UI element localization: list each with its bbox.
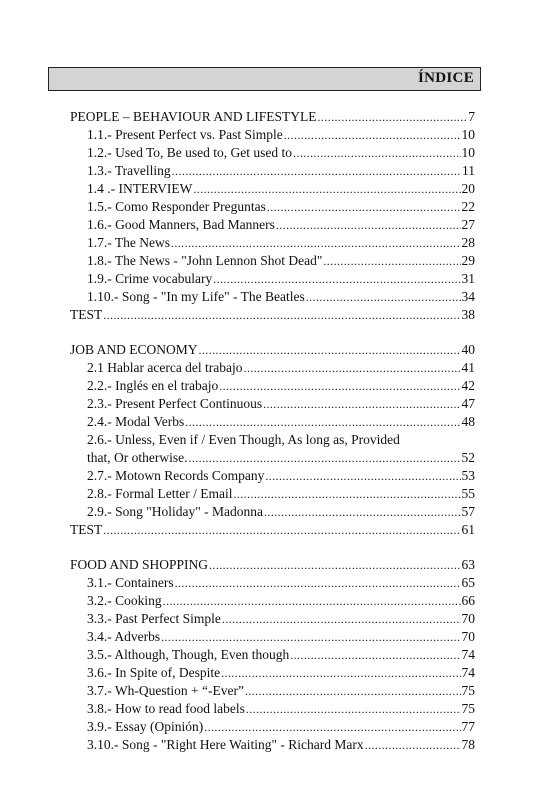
entry-label: 3.4.- Adverbs [87,629,161,644]
toc-section [70,341,475,539]
toc-entry[interactable] [70,503,475,521]
entry-label: FOOD AND SHOPPING [70,557,209,572]
entry-label: 1.3.- Travelling [87,163,171,178]
page-number: 40 [461,342,475,357]
dot-leader [264,503,460,521]
entry-label: JOB AND ECONOMY [70,342,198,357]
page-number: 66 [461,593,475,608]
entry-label: TEST [70,307,103,322]
entry-label: 1.1.- Present Perfect vs. Past Simple [87,127,283,142]
toc-entry[interactable] [70,467,475,485]
page-number: 53 [461,468,475,483]
page-number: 34 [461,289,475,304]
dot-leader [219,377,460,395]
dot-leader [161,628,460,646]
page-number: 75 [461,701,475,716]
page-number: 74 [461,665,475,680]
entry-label: 3.1.- Containers [87,575,174,590]
toc-entry[interactable] [70,664,475,682]
page-number: 61 [461,522,475,537]
dot-leader [199,341,461,359]
dot-leader [306,288,461,306]
page-number: 41 [461,360,475,375]
entry-label: 3.10.- Song - "Right Here Waiting" - Richard Marx [87,737,364,752]
entry-label: 1.7.- The News [87,235,170,250]
dot-leader [323,252,460,270]
dot-leader [188,449,460,467]
toc-entry[interactable] [70,377,475,395]
page-number: 74 [461,647,475,662]
page-number: 22 [461,199,475,214]
page-number: 63 [461,557,475,572]
entry-label: PEOPLE – BEHAVIOUR AND LIFESTYLE [70,109,317,124]
toc-entry[interactable] [70,485,475,503]
test-entry[interactable] [70,521,475,539]
entry-label: 2.6.- Unless, Even if / Even Though, As long as, Provided [87,432,400,447]
index-title: ÍNDICE [418,70,474,86]
dot-leader [245,682,461,700]
page-number: 70 [461,629,475,644]
dot-leader [103,521,460,539]
entry-label: 3.5.- Although, Though, Even though [87,647,290,662]
entry-label: 1.6.- Good Manners, Bad Manners [87,217,275,232]
toc-entry[interactable] [70,449,475,467]
entry-label: 2.8.- Formal Letter / Email [87,486,233,501]
page-number: 27 [461,217,475,232]
toc-entry[interactable] [70,682,475,700]
index-header [48,67,481,91]
entry-label: 1.4 .- INTERVIEW [87,181,193,196]
dot-leader [172,162,461,180]
toc-entry[interactable] [70,252,475,270]
page-number: 7 [468,109,475,124]
entry-label: 3.6.- In Spite of, Despite [87,665,221,680]
entry-label: 2.7.- Motown Records Company [87,468,265,483]
section-heading[interactable] [70,341,475,359]
dot-leader [293,144,460,162]
entry-label: that, Or otherwise. [87,450,188,465]
dot-leader [365,736,461,754]
dot-leader [318,108,468,126]
page-number: 11 [462,163,475,178]
toc-entry[interactable] [70,395,475,413]
toc-entry[interactable] [70,718,475,736]
toc-entry[interactable] [70,646,475,664]
toc-entry[interactable] [70,413,475,431]
toc-entry[interactable] [70,359,475,377]
toc-entry[interactable] [70,610,475,628]
toc-entry[interactable] [70,234,475,252]
toc-entry[interactable] [70,574,475,592]
entry-label: 1.5.- Como Responder Preguntas [87,199,266,214]
dot-leader [175,574,461,592]
dot-leader [263,395,460,413]
toc-entry[interactable] [70,700,475,718]
toc-entry[interactable] [70,126,475,144]
dot-leader [276,216,461,234]
dot-leader [284,126,461,144]
entry-label: 1.10.- Song - "In my Life" - The Beatles [87,289,305,304]
dot-leader [246,700,461,718]
toc-section [70,108,475,324]
dot-leader [163,592,461,610]
page-number: 75 [461,683,475,698]
entry-label: 2.1 Hablar acerca del trabajo [87,360,243,375]
dot-leader [265,467,460,485]
dot-leader [222,610,461,628]
toc-entry[interactable] [70,288,475,306]
entry-label: 2.4.- Modal Verbs [87,414,185,429]
toc-section [70,556,475,754]
entry-label: 3.2.- Cooking [87,593,162,608]
page-number: 28 [461,235,475,250]
page-number: 38 [461,307,475,322]
entry-label: TEST [70,522,103,537]
entry-label: 1.2.- Used To, Be used to, Get used to [87,145,293,160]
entry-label: 3.3.- Past Perfect Simple [87,611,221,626]
page-number: 20 [461,181,475,196]
dot-leader [185,413,460,431]
toc-entry[interactable] [70,180,475,198]
toc-entry[interactable] [70,736,475,754]
dot-leader [213,270,460,288]
page-number: 55 [461,486,475,501]
page-number: 78 [461,737,475,752]
dot-leader [290,646,460,664]
entry-label: 2.2.- Inglés en el trabajo [87,378,219,393]
dot-leader [209,556,460,574]
dot-leader [221,664,460,682]
entry-label: 2.3.- Present Perfect Continuous [87,396,263,411]
toc-entry[interactable] [70,162,475,180]
page-number: 57 [461,504,475,519]
dot-leader [193,180,460,198]
page-number: 47 [461,396,475,411]
page-number: 42 [461,378,475,393]
entry-label: 3.9.- Essay (Opinión) [87,719,204,734]
dot-leader [103,306,460,324]
toc-entry[interactable] [70,216,475,234]
toc-entry[interactable] [70,592,475,610]
dot-leader [267,198,461,216]
toc-entry[interactable] [70,270,475,288]
page-number: 10 [461,145,475,160]
page-number: 52 [461,450,475,465]
entry-label: 1.9.- Crime vocabulary [87,271,213,286]
test-entry[interactable] [70,306,475,324]
toc-entry[interactable] [70,628,475,646]
page-number: 65 [461,575,475,590]
page-number: 48 [461,414,475,429]
page-number: 10 [461,127,475,142]
entry-label: 1.8.- The News - "John Lennon Shot Dead" [87,253,323,268]
table-of-contents [70,108,475,771]
entry-label: 3.7.- Wh-Question + “-Ever” [87,683,244,698]
toc-entry[interactable] [70,198,475,216]
section-heading[interactable] [70,108,475,126]
page-number: 29 [461,253,475,268]
toc-entry[interactable] [70,144,475,162]
dot-leader [171,234,461,252]
page-number: 31 [461,271,475,286]
dot-leader [204,718,460,736]
entry-label: 2.9.- Song "Holiday" - Madonna [87,504,264,519]
section-heading[interactable] [70,556,475,574]
dot-leader [233,485,460,503]
page-number: 77 [461,719,475,734]
dot-leader [244,359,461,377]
entry-label: 3.8.- How to read food labels [87,701,245,716]
page-number: 70 [461,611,475,626]
